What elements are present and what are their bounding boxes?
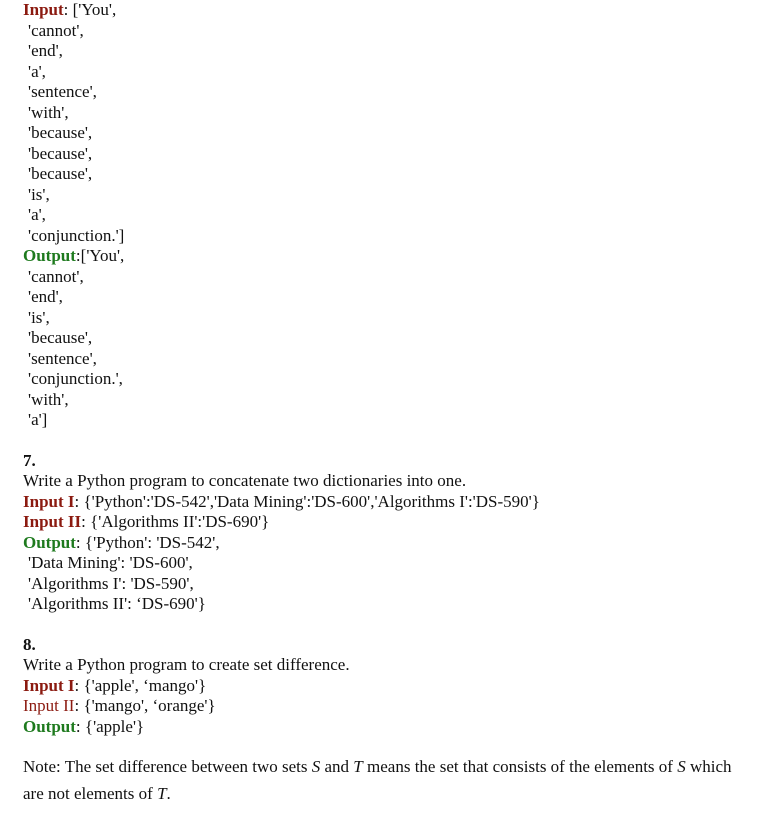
list-item: 'with', (28, 389, 69, 409)
input-1-label: Input I (23, 675, 75, 695)
input-2-label: Input II (23, 696, 75, 715)
set-t: T (157, 784, 167, 803)
list-item: 'because', (28, 123, 93, 142)
question-number: 7. (23, 450, 36, 470)
output-line: Output:['You', (23, 246, 125, 265)
list-item: 'because', (28, 164, 93, 183)
list-item: 'Algorithms I': 'DS-590', (28, 573, 194, 593)
output-label: Output (23, 532, 76, 552)
input-2-line: Input II: {'Algorithms II':'DS-690'} (23, 512, 270, 531)
output-list (23, 267, 743, 431)
list-item: 'is', (28, 184, 50, 204)
note-text: Note: The set difference between two sets (23, 757, 312, 776)
section-8 (23, 635, 743, 738)
list-item: 'conjunction.'] (28, 225, 125, 245)
list-item: 'because', (28, 328, 93, 347)
input-2-value: {'Algorithms II':'DS-690'} (90, 512, 270, 531)
output-label: Output (23, 716, 76, 736)
input-label: Input (23, 0, 64, 19)
list-item: 'Data Mining': 'DS-600', (28, 553, 193, 572)
note-paragraph (23, 753, 743, 807)
list-item: 'a', (28, 61, 46, 81)
list-item: 'with', (28, 102, 69, 122)
input-1-label: Input I (23, 491, 75, 511)
note-text: . (166, 784, 171, 803)
list-item: 'end', (28, 41, 63, 60)
set-s: S (311, 757, 321, 776)
output-value: {'Python': 'DS-542', (84, 532, 220, 552)
output-value: ['You', (80, 246, 125, 265)
input-list (23, 21, 743, 247)
question-number: 8. (23, 634, 36, 654)
input-1-value: {'apple', ‘mango'} (83, 675, 207, 695)
output-value: {'apple'} (84, 716, 145, 736)
set-t: T (353, 757, 363, 776)
output-list (23, 553, 743, 615)
input-line: Input: ['You', (23, 0, 117, 19)
set-s: S (677, 757, 686, 776)
question-prompt: Write a Python program to concatenate two dictionaries into one. (23, 471, 467, 490)
section-7 (23, 451, 743, 615)
section-6 (23, 0, 743, 431)
output-line: Output: {'Python': 'DS-542', (23, 532, 220, 552)
list-item: 'a'] (28, 410, 48, 429)
question-prompt: Write a Python program to create set difference. (23, 655, 350, 674)
document-page (23, 0, 743, 807)
list-item: 'a', (28, 205, 46, 224)
list-item: 'end', (28, 287, 63, 306)
input-1-value: {'Python':'DS-542','Data Mining':'DS-600','Algorithms I':'DS-590'} (83, 491, 540, 511)
list-item: 'is', (28, 307, 50, 327)
note-text: and (320, 757, 354, 776)
input-2-value: {'mango', ‘orange'} (83, 696, 216, 715)
list-item: 'Algorithms II': ‘DS-690'} (28, 594, 206, 613)
input-1-line: Input I: {'Python':'DS-542','Data Mining':'DS-600','Algorithms I':'DS-590'} (23, 491, 540, 511)
input-2-label: Input II (23, 512, 82, 531)
input-1-line: Input I: {'apple', ‘mango'} (23, 675, 207, 695)
list-item: 'conjunction.', (28, 369, 123, 388)
input-2-line: Input II: {'mango', ‘orange'} (23, 696, 216, 715)
input-value: ['You', (72, 0, 117, 19)
list-item: 'sentence', (28, 82, 97, 101)
list-item: 'sentence', (28, 348, 97, 368)
list-item: 'cannot', (28, 266, 84, 286)
note-text: which are not elements of (23, 757, 732, 803)
output-line: Output: {'apple'} (23, 716, 145, 736)
note-text: means the set that consists of the elements of (362, 757, 678, 776)
output-label: Output (23, 246, 76, 265)
list-item: 'because', (28, 143, 93, 163)
list-item: 'cannot', (28, 20, 84, 40)
